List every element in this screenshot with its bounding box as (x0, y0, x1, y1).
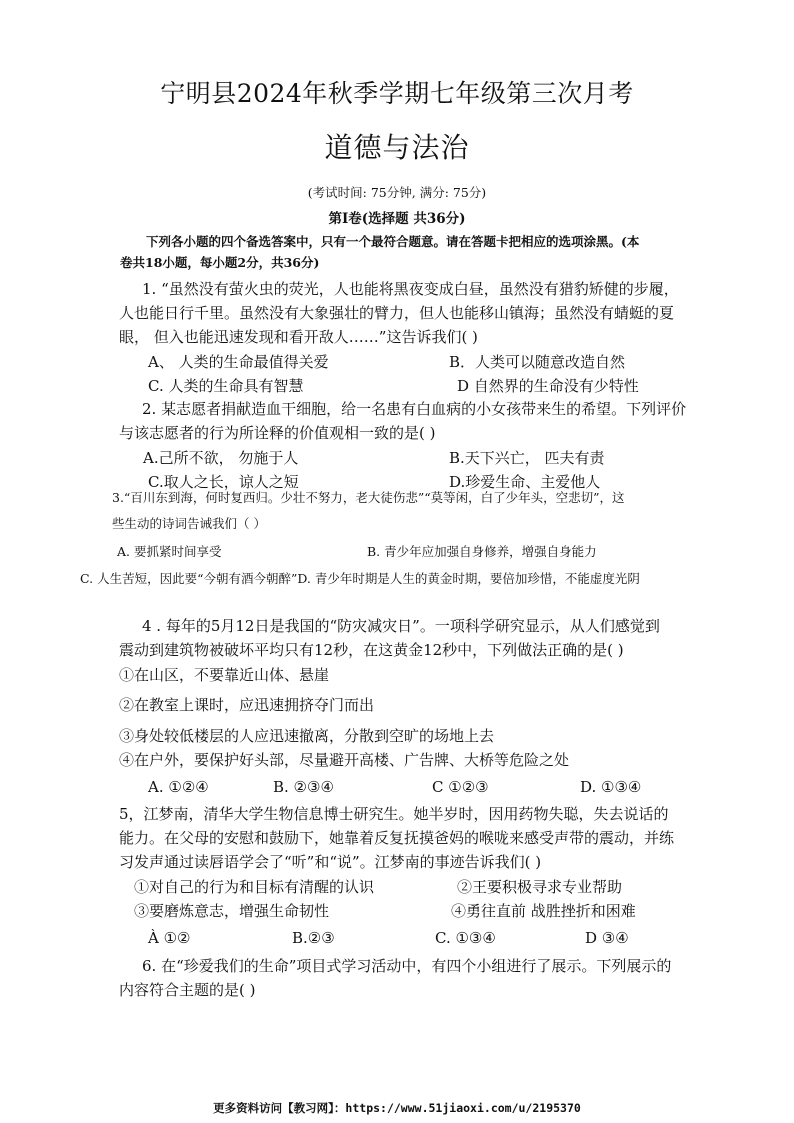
question-text: 些生动的诗词告诫我们（ ） (112, 516, 266, 531)
option-d: D. ①③④ (580, 778, 642, 796)
option-c: C. 人类的生命具有智慧 (148, 377, 304, 395)
option-c-d: C. 人生苦短，因此要“今朝有酒今朝醉”D. 青少年时期是人生的黄金时期，要倍加珍惜，不能虚度光阴 (80, 571, 640, 586)
question-text: 能力。在父母的安慰和鼓励下，她靠着反复抚摸爸妈的喉咙来感受声带的震动，并练 (119, 829, 675, 847)
question-text: 1. “虽然没有萤火虫的荧光，人也能将黑夜变成白昼，虽然没有猎豹矫健的步履， (142, 280, 679, 298)
statement-3: ③要磨炼意志，增强生命韧性 (134, 902, 330, 920)
statement-4: ④在户外，要保护好头部，尽量避开高楼、广告牌、大桥等危险之处 (119, 751, 570, 769)
question-text: 眼， 但入也能迅速发现和看开敌人……”这告诉我们( ) (119, 328, 478, 346)
statement-2: ②王要积极寻求专业帮助 (457, 878, 623, 896)
option-c: C ①②③ (432, 778, 489, 796)
option-d: D ③④ (585, 929, 629, 947)
option-b: B.天下兴亡， 匹夫有责 (449, 449, 605, 467)
section-instruction-line1: 下列各小题的四个备选答案中，只有一个最符合题意。请在答题卡把相应的选项涂黑。(本 (146, 234, 640, 249)
option-b: B.②③ (292, 929, 335, 947)
statement-1: ①在山区，不要靠近山体、悬崖 (119, 666, 330, 684)
question-text: 6. 在“珍爱我们的生命”项目式学习活动中，有四个小组进行了展示。下列展示的 (142, 957, 672, 975)
option-c: C.取人之长，谅人之短 (148, 473, 299, 491)
exam-title: 宁明县2024年秋季学期七年级第三次月考 (160, 79, 634, 108)
statement-2: ②在教室上课时，应迅速拥挤夺门而出 (119, 696, 375, 714)
option-a: A.己所不欲， 勿施于人 (143, 449, 299, 467)
option-b: B. ②③④ (273, 778, 334, 796)
question-text: 4 . 每年的5月12日是我国的“防灾减灾日”。一项科学研究显示，从人们感觉到 (142, 617, 660, 635)
statement-4: ④勇往直前 战胜挫折和困难 (451, 902, 636, 920)
option-d: D.珍爱生命、主爱他人 (449, 473, 601, 491)
question-text: 2. 某志愿者捐献造血干细胞，给一名患有白血病的小女孩带来生的希望。下列评价 (142, 400, 687, 418)
option-b: B．人类可以随意改造自然 (449, 353, 626, 371)
statement-1: ①对自己的行为和目标有清醒的认识 (134, 878, 375, 896)
section-instruction-line2: 卷共18小题，每小题2分，共36分) (120, 255, 320, 270)
footer-link[interactable]: 更多资料访问【教习网】：https://www.51jiaoxi.com/u/2195370 (213, 1101, 581, 1115)
option-a: A. ①②④ (148, 778, 209, 796)
option-a: A. 要抓紧时间享受 (117, 544, 222, 559)
option-d: D 自然界的生命没有少特性 (457, 377, 639, 395)
question-text: 震动到建筑物被破坏平均只有12秒，在这黄金12秒中，下列做法正确的是( ) (119, 641, 624, 659)
section-heading: 第Ⅰ卷(选择题 共36分) (328, 211, 466, 227)
question-text: 人也能日行千里。虽然没有大象强壮的臂力，但人也能移山镇海；虽然没有蜻蜓的夏 (119, 304, 675, 322)
statement-3: ③身处较低楼层的人应迅速撤离，分散到空旷的场地上去 (119, 727, 495, 745)
question-text: 3.“百川东到海，何时复西归。少壮不努力，老大徒伤悲”“莫等闲，白了少年头，空悲切”，这 (112, 490, 625, 505)
question-text: 习发声通过读唇语学会了“听”和“说”。江梦南的事迹告诉我们( ) (119, 853, 542, 871)
subject-title: 道德与法治 (324, 131, 470, 164)
question-text: 内容符合主题的是( ) (119, 981, 256, 999)
option-a: A、 人类的生命最值得关爱 (148, 353, 329, 371)
option-a: À ①② (148, 929, 191, 947)
question-text: 与该志愿者的行为所诠释的价值观相一致的是( ) (119, 424, 436, 442)
exam-info: (考试时间: 75分钟, 满分: 75分) (307, 185, 487, 200)
option-c: C. ①③④ (435, 929, 496, 947)
question-text: 5，江梦南，清华大学生物信息博士研究生。她半岁时，因用药物失聪，失去说话的 (119, 805, 669, 823)
option-b: B. 青少年应加强自身修养，增强自身能力 (367, 544, 597, 559)
